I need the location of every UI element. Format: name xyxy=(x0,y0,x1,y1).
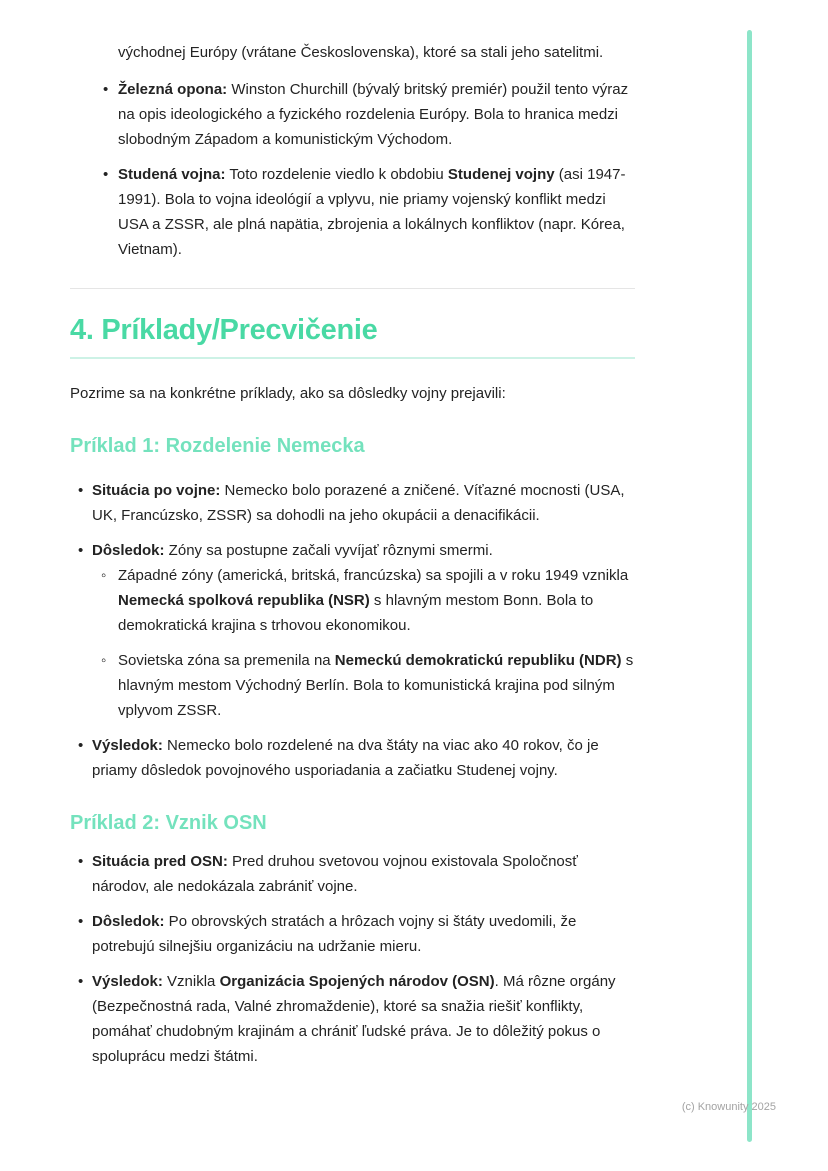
sub-list-item-ndr: ◦ Sovietska zóna sa premenila na Nemeckú demokratickú republiku (NDR) s hlavným mestom Východný Berlín. Bola to komunistická krajina pod silným vplyvom ZSSR. xyxy=(92,648,635,723)
document-content xyxy=(70,0,635,1069)
example-1-heading: Príklad 1: Rozdelenie Nemecka xyxy=(70,435,365,457)
footer-copyright: (c) Knowunity 2025 xyxy=(681,1101,776,1113)
list-item-dosledok xyxy=(70,538,635,723)
section-4-heading: 4. Príklady/Precvičenie xyxy=(70,313,635,359)
scrollbar[interactable] xyxy=(747,30,752,1142)
list-item-dosledok-osn: • Dôsledok: Po obrovských stratách a hrôzach vojny si štáty uvedomili, že potrebujú silnejšiu organizáciu na udržanie mieru. xyxy=(70,909,635,959)
list-item-text: Dôsledok: Zóny sa postupne začali vyvíjať rôznymi smermi. xyxy=(92,542,493,559)
example-1-sub-list xyxy=(92,563,635,723)
paragraph-continuation: východnej Európy (vrátane Československa), ktoré sa stali jeho satelitmi. xyxy=(118,44,604,61)
cold-war-bullet-list xyxy=(70,77,635,262)
list-item-vysledok: • Výsledok: Nemecko bolo rozdelené na dva štáty na viac ako 40 rokov, čo je priamy dôsledok povojnového usporiadania a začiatku Studenej vojny. xyxy=(70,733,635,783)
section-divider xyxy=(70,288,635,289)
list-item-iron-curtain: • Železná opona: Winston Churchill (bývalý britský premiér) použil tento výraz na opis ideologického a fyzického rozdelenia Európy. Bola to hranica medzi slobodným Západom a komunistickým Východom. xyxy=(70,77,635,152)
example-2-bullet-list xyxy=(70,849,635,1069)
example-1-bullet-list xyxy=(70,478,635,783)
example-2-heading: Príklad 2: Vznik OSN xyxy=(70,812,267,834)
list-item-situacia-po-vojne: • Situácia po vojne: Nemecko bolo porazené a zničené. Víťazné mocnosti (USA, UK, Francúzsko, ZSSR) sa dohodli na jeho okupácii a denacifikácii. xyxy=(70,478,635,528)
list-item-situacia-pred-osn: • Situácia pred OSN: Pred druhou svetovou vojnou existovala Spoločnosť národov, ale nedokázala zabrániť vojne. xyxy=(70,849,635,899)
sub-list-item-nsr: ◦ Západné zóny (americká, britská, francúzska) sa spojili a v roku 1949 vznikla Nemecká spolková republika (NSR) s hlavným mestom Bonn. Bola to demokratická krajina s trhovou ekonomikou. xyxy=(92,563,635,638)
section-4-intro: Pozrime sa na konkrétne príklady, ako sa dôsledky vojny prejavili: xyxy=(70,385,506,402)
list-item-cold-war: • Studená vojna: Toto rozdelenie viedlo k obdobiu Studenej vojny (asi 1947-1991). Bola to vojna ideológií a vplyvu, nie priamy vojenský konflikt medzi USA a ZSSR, ale plná napätia, zbrojenia a lokálnych konfliktov (napr. Kórea, Vietnam). xyxy=(70,162,635,262)
list-item-vysledok-osn: • Výsledok: Vznikla Organizácia Spojených národov (OSN). Má rôzne orgány (Bezpečnostná rada, Valné zhromaždenie), ktoré sa snažia riešiť konflikty, pomáhať chudobným krajinám a chrániť ľudské práva. Je to dôležitý pokus o spoluprácu medzi štátmi. xyxy=(70,969,635,1069)
